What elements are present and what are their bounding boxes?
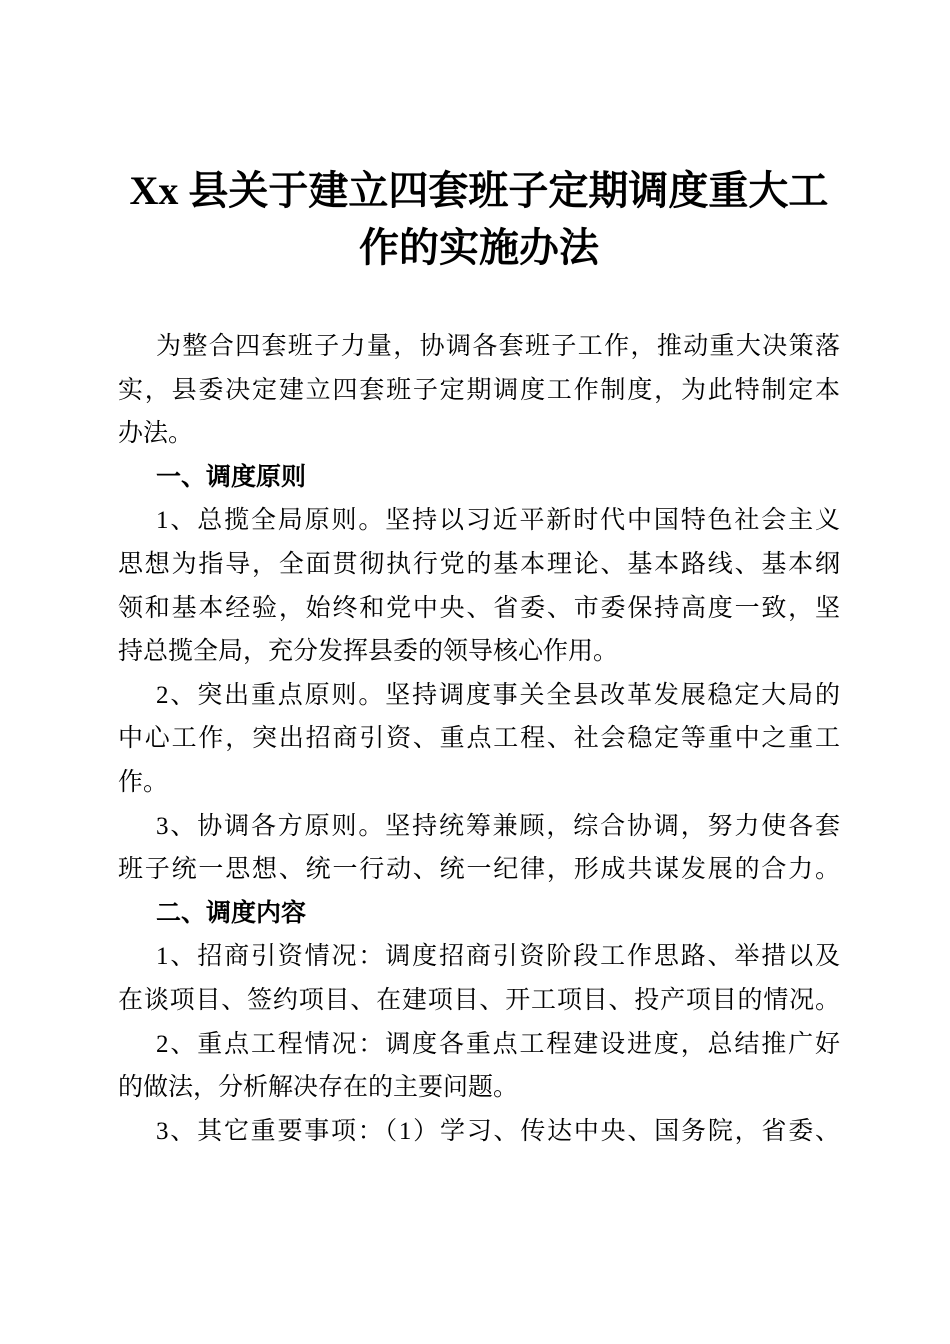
text-line: 3、其它重要事项：（1）学习、传达中央、国务院，省委、 [156,1117,840,1145]
text-line: 1、总揽全局原则。坚持以习近平新时代中国特色社会主义 [156,507,840,535]
text-line: 2、突出重点原则。坚持调度事关全县改革发展稳定大局的 [156,681,840,709]
text-line: 中心工作，突出招商引资、重点工程、社会稳定等重中之重工 [118,725,840,753]
document-title: Xx 县关于建立四套班子定期调度重大工作的实施办法 [129,168,829,270]
paragraph [118,805,840,892]
document-body [118,325,840,1153]
paragraph [118,1110,840,1154]
text-line: 在谈项目、签约项目、在建项目、开工项目、投产项目的情况。 [118,986,840,1014]
text-line: 持总揽全局，充分发挥县委的领导核心作用。 [118,638,619,666]
text-line: 实，县委决定建立四套班子定期调度工作制度，为此特制定本 [118,376,840,404]
text-line: 二、调度内容 [156,898,307,927]
text-line: 2、重点工程情况：调度各重点工程建设进度，总结推广好 [156,1030,840,1058]
text-line: 办法。 [118,420,194,448]
section-heading [118,892,840,936]
text-line: 班子统一思想、统一行动、统一纪律，形成共谋发展的合力。 [118,856,840,884]
text-line: 为整合四套班子力量，协调各套班子工作，推动重大决策落 [156,333,840,360]
text-line: 领和基本经验，始终和党中央、省委、市委保持高度一致，坚 [118,594,840,622]
text-line: 一、调度原则 [156,462,307,491]
text-line: 作。 [118,768,169,796]
paragraph [118,935,840,1022]
text-line: 的做法，分析解决存在的主要问题。 [118,1074,519,1102]
section-heading [118,456,840,500]
paragraph [118,674,840,805]
text-line: 思想为指导，全面贯彻执行党的基本理论、基本路线、基本纲 [118,550,840,578]
text-line: 1、招商引资情况：调度招商引资阶段工作思路、举措以及 [156,943,840,971]
text-line: 3、协调各方原则。坚持统筹兼顾，综合协调，努力使各套 [156,812,840,840]
paragraph [118,499,840,673]
paragraph [118,1023,840,1110]
paragraph [118,325,840,456]
